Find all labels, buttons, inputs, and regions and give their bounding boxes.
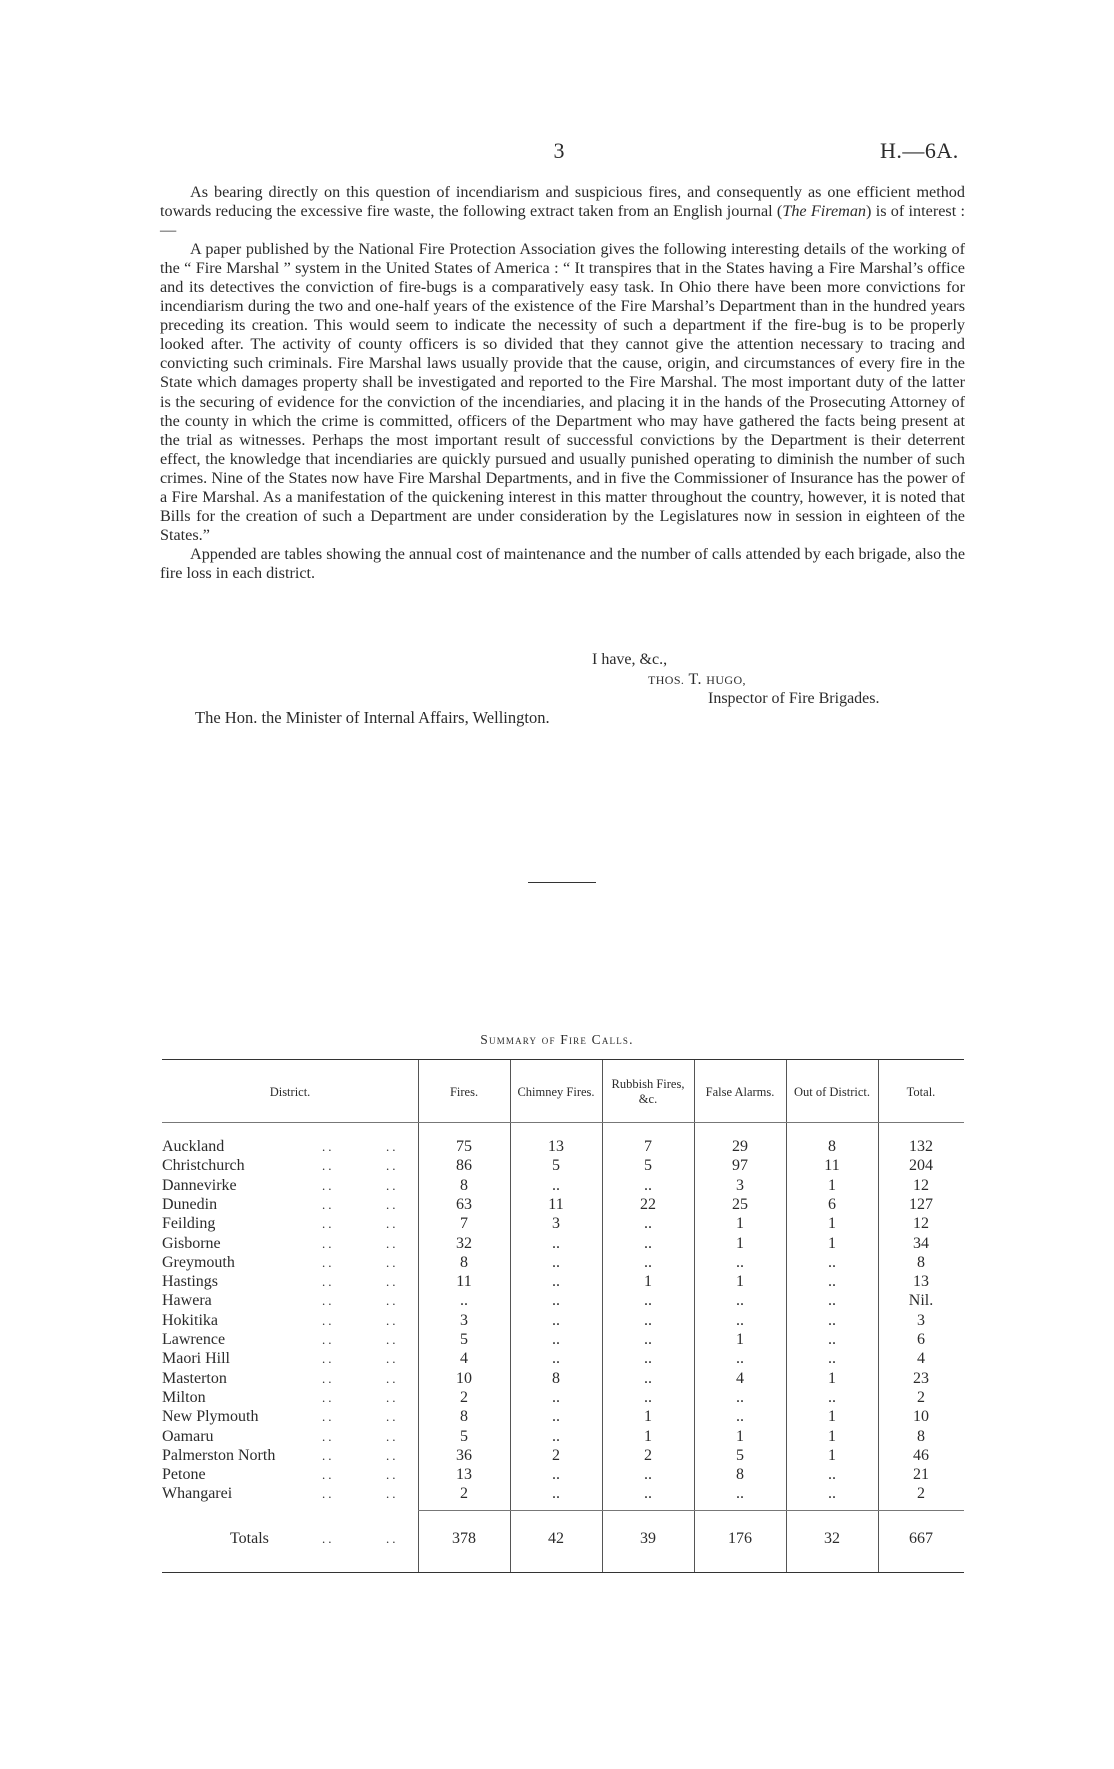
cell-fires: 2 [460, 1485, 468, 1503]
table-row [162, 1349, 964, 1368]
table-row [162, 1137, 964, 1156]
cell-chimney-fires: 8 [552, 1369, 560, 1387]
cell-total: 8 [917, 1253, 925, 1271]
leader-dots: .. [322, 1312, 335, 1328]
signature-title: Inspector of Fire Brigades. [708, 690, 880, 707]
cell-out-of-district: 8 [828, 1138, 836, 1155]
cell-false-alarms: 1 [736, 1427, 744, 1445]
cell-false-alarms: 25 [732, 1195, 748, 1213]
column-header-fires: Fires. [449, 1084, 479, 1099]
cell-total: 127 [909, 1195, 933, 1213]
leader-dots: .. [386, 1235, 399, 1251]
cell-rubbish-fires: 1 [644, 1273, 652, 1291]
cell-false-alarms: 5 [736, 1446, 744, 1464]
leader-dots: .. [386, 1216, 399, 1232]
cell-fires: 13 [456, 1466, 472, 1484]
cell-chimney-fires: .. [552, 1253, 560, 1271]
section-divider [528, 882, 596, 883]
leader-dots: .. [322, 1389, 335, 1405]
leader-dots: .. [322, 1196, 335, 1212]
table-row [162, 1214, 964, 1233]
table-row [162, 1446, 964, 1465]
leader-dots: .. [322, 1370, 335, 1386]
district-name: Christchurch [162, 1157, 245, 1175]
cell-out-of-district: .. [828, 1388, 836, 1406]
cell-fires: 3 [460, 1311, 468, 1329]
cell-out-of-district: .. [828, 1253, 836, 1271]
cell-total: 23 [913, 1369, 929, 1387]
total-false-alarms: 176 [728, 1530, 752, 1547]
cell-total: 12 [913, 1176, 929, 1194]
cell-false-alarms: .. [736, 1311, 744, 1329]
leader-dots: .. [386, 1428, 399, 1444]
table-row [162, 1291, 964, 1310]
cell-out-of-district: 1 [828, 1176, 836, 1194]
cell-out-of-district: .. [828, 1331, 836, 1348]
leader-dots: .. [322, 1216, 335, 1232]
table-row [162, 1156, 964, 1175]
cell-fires: 8 [460, 1253, 468, 1271]
journal-title: The Fireman [782, 202, 867, 221]
cell-chimney-fires: 3 [552, 1215, 560, 1233]
leader-dots: .. [386, 1332, 399, 1347]
leader-dots: .. [386, 1531, 399, 1546]
cell-rubbish-fires: .. [644, 1234, 652, 1252]
cell-fires: 7 [460, 1215, 468, 1233]
cell-out-of-district: .. [828, 1466, 836, 1484]
district-name: Dunedin [162, 1195, 218, 1213]
district-name: Hastings [162, 1273, 218, 1291]
district-name: Hokitika [162, 1311, 218, 1329]
cell-false-alarms: 1 [736, 1215, 744, 1233]
cell-out-of-district: 6 [828, 1195, 836, 1213]
cell-chimney-fires: .. [552, 1311, 560, 1329]
cell-fires: 63 [456, 1195, 472, 1213]
cell-chimney-fires: .. [552, 1485, 560, 1503]
addressee: The Hon. the Minister of Internal Affairs, Wellington. [195, 708, 550, 727]
leader-dots: .. [322, 1486, 335, 1502]
cell-total: 6 [917, 1331, 925, 1348]
paragraph-quote: A paper published by the National Fire Protection Association gives the following interesting details of the working of the “ Fire Marshal ” system in the United States of America : “ It transpires that in the States having a Fire Marshal’s office and its detectives the conviction of fire-bugs is a comparatively easy task. In Ohio there have been more convictions for incendiarism during the two and one-half years of the existence of the Fire Marshal’s Department than in the hundred years preceding its creation. This would seem to indicate the necessity of such a department if the fire-bug is to be properly looked after. The activity of county officers is so divided that they cannot give the attention necessary to tracing and convicting such criminals. Fire Marshal laws usually provide that the cause, origin, and circumstances of every fire in the State which damages property shall be investigated and reported to the Fire Marshal. The most important duty of the latter is the securing of evidence for the conviction of the incendiaries, and placing it in the hands of the Prosecuting Attorney of the county in which the crime is committed, officers of the Department who may have gathered the facts being present at the trial as witnesses. Perhaps the most important result of successful convictions by the Department is their deterrent effect, the knowledge that incendiaries are quickly pursued and usually punished operating to diminish the number of such crimes. Nine of the States now have Fire Marshal Departments, and in five the Commissioner of Insurance has the power of a Fire Marshal. As a manifestation of the quickening interest in this matter throughout the country, however, it is noted that Bills for the creation of such a Department are under consideration by the Legislatures now in session in eighteen of the States.” [160, 240, 965, 544]
cell-total: 13 [913, 1273, 929, 1291]
paragraph-intro-text: As bearing directly on this question of incendiarism and suspicious fires, and consequently as one efficient method towards reducing the excessive fire waste, the following extract taken from an English journal ( [160, 183, 965, 221]
signature-name-last: HUGO, [706, 673, 746, 687]
cell-false-alarms: 1 [736, 1234, 744, 1252]
total-rubbish-fires: 39 [640, 1530, 656, 1547]
cell-fires: 10 [456, 1369, 472, 1387]
cell-out-of-district: 1 [828, 1427, 836, 1445]
cell-out-of-district: 1 [828, 1234, 836, 1252]
cell-chimney-fires: .. [552, 1292, 560, 1310]
leader-dots: .. [322, 1274, 335, 1290]
district-name: Petone [162, 1466, 206, 1484]
cell-total: 132 [909, 1138, 933, 1155]
cell-rubbish-fires: .. [644, 1331, 652, 1348]
signature-name-initial: T. [688, 671, 702, 688]
total-chimney-fires: 42 [548, 1530, 564, 1547]
cell-total: 12 [913, 1215, 929, 1233]
table-row [162, 1253, 964, 1272]
paragraph-intro [160, 183, 965, 240]
leader-dots: .. [322, 1332, 335, 1347]
cell-chimney-fires: 5 [552, 1157, 560, 1175]
table-row [162, 1427, 964, 1446]
column-header-total: Total. [906, 1084, 936, 1099]
cell-rubbish-fires: .. [644, 1466, 652, 1484]
leader-dots: .. [386, 1409, 399, 1425]
cell-chimney-fires: .. [552, 1388, 560, 1406]
cell-rubbish-fires: .. [644, 1292, 652, 1310]
leader-dots: .. [322, 1254, 335, 1270]
district-name: Greymouth [162, 1253, 235, 1271]
cell-out-of-district: .. [828, 1273, 836, 1291]
table-caption: Summary of Fire Calls. [480, 1032, 634, 1047]
cell-out-of-district: 1 [828, 1446, 836, 1464]
cell-false-alarms: 4 [736, 1369, 744, 1387]
leader-dots: .. [386, 1158, 399, 1174]
table-row [162, 1234, 964, 1253]
table-row [162, 1195, 964, 1214]
leader-dots: .. [322, 1139, 335, 1154]
leader-dots: .. [386, 1274, 399, 1290]
cell-rubbish-fires: .. [644, 1388, 652, 1406]
page-number: 3 [553, 138, 565, 163]
district-name: Gisborne [162, 1234, 221, 1252]
cell-false-alarms: 3 [736, 1176, 744, 1194]
cell-fires: 2 [460, 1388, 468, 1406]
column-header-out-of-district: Out of District. [793, 1084, 871, 1099]
cell-total: 21 [913, 1466, 929, 1484]
cell-chimney-fires: .. [552, 1234, 560, 1252]
cell-rubbish-fires: 5 [644, 1157, 652, 1175]
leader-dots: .. [322, 1531, 335, 1546]
cell-out-of-district: .. [828, 1350, 836, 1368]
leader-dots: .. [386, 1486, 399, 1502]
cell-fires: 4 [460, 1350, 468, 1368]
leader-dots: .. [386, 1177, 399, 1193]
cell-total: 8 [917, 1427, 925, 1445]
leader-dots: .. [322, 1467, 335, 1483]
leader-dots: .. [322, 1177, 335, 1193]
leader-dots: .. [322, 1447, 335, 1463]
cell-rubbish-fires: .. [644, 1485, 652, 1503]
fire-calls-table [162, 1059, 964, 1573]
cell-false-alarms: .. [736, 1253, 744, 1271]
cell-fires: .. [460, 1292, 468, 1310]
cell-total: 2 [917, 1388, 925, 1406]
cell-out-of-district: 1 [828, 1408, 836, 1426]
leader-dots: .. [322, 1235, 335, 1251]
cell-total: 204 [909, 1157, 933, 1175]
cell-rubbish-fires: .. [644, 1176, 652, 1194]
district-name: Maori Hill [162, 1350, 230, 1368]
cell-fires: 36 [456, 1446, 472, 1464]
leader-dots: .. [322, 1158, 335, 1174]
totals-separator [418, 1510, 964, 1511]
cell-false-alarms: .. [736, 1388, 744, 1406]
cell-false-alarms: 29 [732, 1138, 748, 1155]
cell-total: 34 [913, 1234, 929, 1252]
cell-rubbish-fires: .. [644, 1311, 652, 1329]
total-out-of-district: 32 [824, 1530, 840, 1547]
cell-fires: 75 [456, 1138, 472, 1155]
leader-dots: .. [386, 1139, 399, 1154]
cell-out-of-district: 1 [828, 1215, 836, 1233]
cell-fires: 86 [456, 1157, 472, 1175]
cell-fires: 5 [460, 1427, 468, 1445]
district-name: Feilding [162, 1215, 216, 1233]
cell-chimney-fires: .. [552, 1331, 560, 1348]
column-header-district: District. [269, 1084, 311, 1099]
district-name: Dannevirke [162, 1176, 237, 1194]
cell-chimney-fires: 11 [548, 1195, 564, 1213]
cell-chimney-fires: .. [552, 1466, 560, 1484]
cell-fires: 8 [460, 1176, 468, 1194]
leader-dots: .. [386, 1370, 399, 1386]
cell-total: 46 [913, 1446, 929, 1464]
leader-dots: .. [322, 1351, 335, 1367]
cell-total: 4 [917, 1350, 925, 1368]
cell-false-alarms: .. [736, 1350, 744, 1368]
totals-row [162, 1528, 964, 1550]
total-fires: 378 [452, 1530, 476, 1547]
cell-fires: 11 [456, 1273, 472, 1291]
paragraph-appended: Appended are tables showing the annual cost of maintenance and the number of calls attended by each brigade, also the fire loss in each district. [160, 544, 965, 582]
table-row [162, 1369, 964, 1388]
leader-dots: .. [386, 1254, 399, 1270]
document-reference: H.—6A. [880, 138, 959, 163]
cell-chimney-fires: 13 [548, 1138, 564, 1155]
cell-chimney-fires: .. [552, 1408, 560, 1426]
cell-chimney-fires: .. [552, 1176, 560, 1194]
cell-false-alarms: .. [736, 1408, 744, 1426]
district-name: Hawera [162, 1292, 212, 1310]
cell-fires: 5 [460, 1331, 468, 1348]
district-name: Palmerston North [162, 1446, 276, 1464]
table-row [162, 1484, 964, 1503]
cell-false-alarms: .. [736, 1292, 744, 1310]
cell-false-alarms: 97 [732, 1157, 748, 1175]
cell-out-of-district: 1 [828, 1369, 836, 1387]
table-row [162, 1330, 964, 1349]
leader-dots: .. [322, 1409, 335, 1425]
letter-body [160, 183, 965, 583]
leader-dots: .. [322, 1293, 335, 1309]
table-row [162, 1311, 964, 1330]
paragraph-intro-tail: ) is of interest :— [160, 202, 965, 240]
cell-out-of-district: .. [828, 1292, 836, 1310]
table-row [162, 1388, 964, 1407]
district-name: Whangarei [162, 1485, 233, 1503]
district-name: Lawrence [162, 1331, 226, 1348]
leader-dots: .. [386, 1312, 399, 1328]
cell-total: 3 [917, 1311, 925, 1329]
cell-chimney-fires: .. [552, 1273, 560, 1291]
cell-false-alarms: .. [736, 1485, 744, 1503]
leader-dots: .. [386, 1447, 399, 1463]
cell-chimney-fires: .. [552, 1350, 560, 1368]
cell-out-of-district: 11 [824, 1157, 840, 1175]
cell-rubbish-fires: .. [644, 1350, 652, 1368]
cell-rubbish-fires: .. [644, 1369, 652, 1387]
header-separator [162, 1122, 964, 1123]
cell-false-alarms: 8 [736, 1466, 744, 1484]
cell-chimney-fires: 2 [552, 1446, 560, 1464]
district-name: New Plymouth [162, 1408, 259, 1426]
cell-out-of-district: .. [828, 1311, 836, 1329]
leader-dots: .. [386, 1389, 399, 1405]
leader-dots: .. [386, 1293, 399, 1309]
table-row [162, 1272, 964, 1291]
district-name: Auckland [162, 1138, 225, 1155]
leader-dots: .. [386, 1351, 399, 1367]
table-row [162, 1465, 964, 1484]
cell-total: Nil. [908, 1292, 934, 1310]
signature-name [648, 671, 746, 689]
leader-dots: .. [386, 1467, 399, 1483]
cell-rubbish-fires: 1 [644, 1427, 652, 1445]
cell-fires: 32 [456, 1234, 472, 1252]
district-name: Oamaru [162, 1427, 214, 1445]
leader-dots: .. [386, 1196, 399, 1212]
column-header-false-alarms: False Alarms. [705, 1084, 775, 1099]
cell-rubbish-fires: 7 [644, 1138, 652, 1155]
column-header-chimney-fires: Chimney Fires. [517, 1084, 595, 1099]
cell-rubbish-fires: .. [644, 1253, 652, 1271]
cell-fires: 8 [460, 1408, 468, 1426]
grand-total: 667 [909, 1530, 933, 1547]
cell-false-alarms: 1 [736, 1331, 744, 1348]
district-name: Milton [162, 1388, 206, 1406]
cell-rubbish-fires: 1 [644, 1408, 652, 1426]
signature-greeting: I have, &c., [592, 651, 668, 668]
leader-dots: .. [322, 1428, 335, 1444]
cell-total: 2 [917, 1485, 925, 1503]
totals-label: Totals [230, 1530, 269, 1547]
cell-rubbish-fires: .. [644, 1215, 652, 1233]
cell-total: 10 [913, 1408, 929, 1426]
table-row [162, 1176, 964, 1195]
cell-rubbish-fires: 22 [640, 1195, 656, 1213]
cell-false-alarms: 1 [736, 1273, 744, 1291]
cell-out-of-district: .. [828, 1485, 836, 1503]
signature-name-first: THOS. [648, 673, 685, 687]
column-header-rubbish-fires: Rubbish Fires, &c. [611, 1077, 685, 1106]
cell-chimney-fires: .. [552, 1427, 560, 1445]
cell-rubbish-fires: 2 [644, 1446, 652, 1464]
table-row [162, 1407, 964, 1426]
district-name: Masterton [162, 1369, 227, 1387]
